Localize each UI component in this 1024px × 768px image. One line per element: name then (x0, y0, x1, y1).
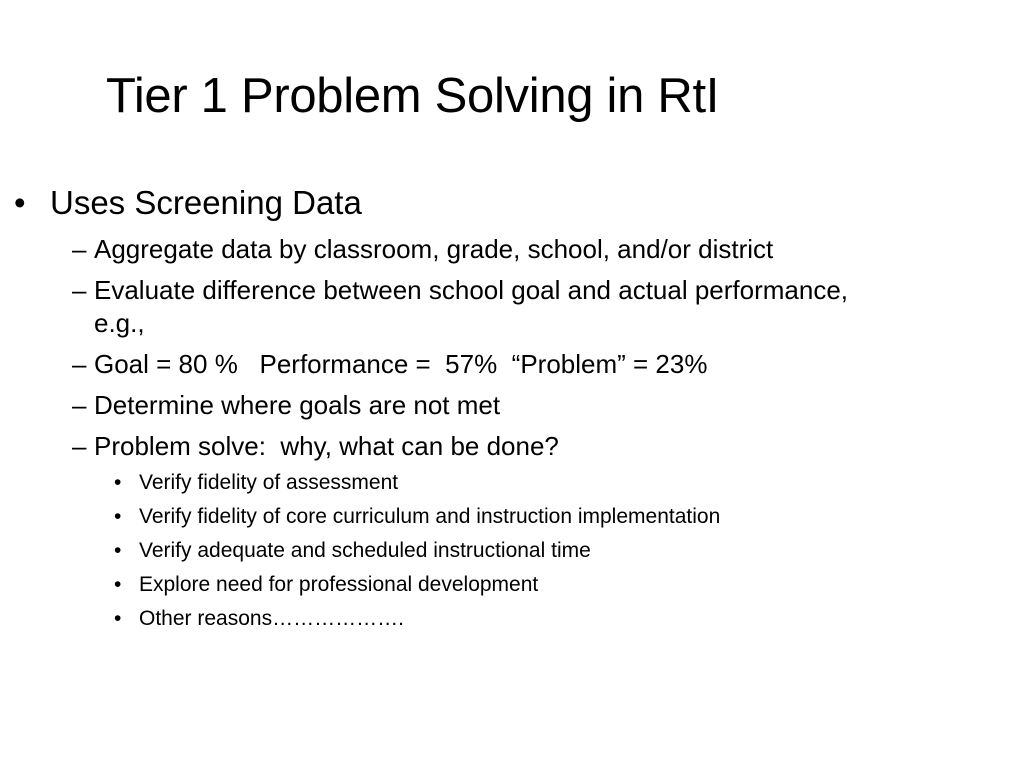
bullet-marker: • (14, 184, 26, 221)
dash-marker: – (72, 234, 87, 264)
slide-title: Tier 1 Problem Solving in RtI (106, 69, 720, 123)
sub-sub-item-text: Explore need for professional development (139, 573, 539, 596)
dash-marker: – (72, 431, 87, 461)
bullet-marker: • (114, 573, 122, 596)
sub-sub-item-text: Other reasons………………. (139, 607, 404, 630)
sub-sub-item-text: Verify fidelity of assessment (139, 471, 399, 494)
bullet-text: Uses Screening Data (50, 184, 362, 221)
sub-sub-item-text: Verify fidelity of core curriculum and instruction implementation (139, 505, 721, 528)
bullet-marker: • (114, 607, 122, 630)
sub-sub-item-text: Verify adequate and scheduled instructional time (139, 539, 591, 562)
bullet-marker: • (114, 471, 122, 494)
bullet-marker: • (114, 505, 122, 528)
sub-item-text: Goal = 80 % Performance = 57% “Problem” = 23% (94, 349, 708, 379)
dash-marker: – (72, 390, 87, 420)
dash-marker: – (72, 349, 87, 379)
sub-item-text: Aggregate data by classroom, grade, school, and/or district (94, 234, 774, 264)
sub-item-text: Evaluate difference between school goal and actual performance, e.g., (94, 275, 849, 338)
dash-marker: – (72, 275, 87, 305)
sub-item-text: Determine where goals are not met (94, 390, 501, 420)
bullet-marker: • (114, 539, 122, 562)
sub-item-text: Problem solve: why, what can be done? (94, 431, 559, 461)
